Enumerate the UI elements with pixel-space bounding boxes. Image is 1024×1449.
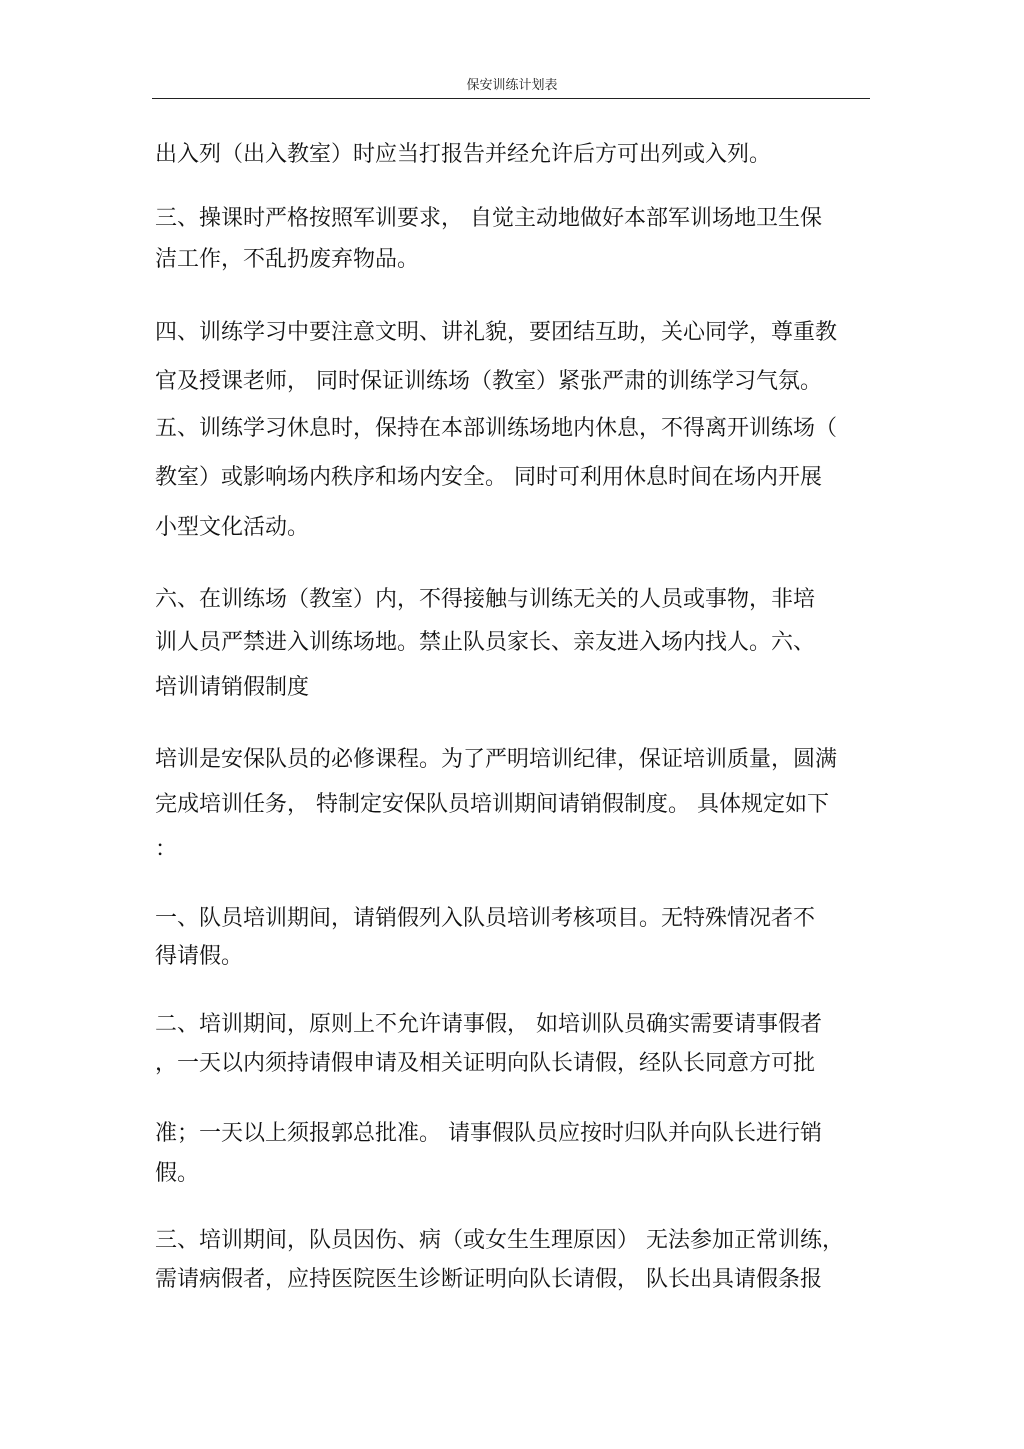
text-line: 教室）或影响场内秩序和场内安全。 同时可利用休息时间在场内开展 [155,465,822,490]
text-line: 完成培训任务， 特制定安保队员培训期间请销假制度。 具体规定如下 [155,792,829,817]
text-line: 洁工作，不乱扔废弃物品。 [155,247,420,272]
text-line: 三、培训期间，队员因伤、病（或女生生理原因） 无法参加正常训练， [155,1228,844,1253]
text-line: ： [155,837,178,862]
text-line: 三、操课时严格按照军训要求， 自觉主动地做好本部军训场地卫生保 [155,206,822,231]
text-line: 五、训练学习休息时，保持在本部训练场地内休息，不得离开训练场（ [155,416,838,441]
text-line: 得请假。 [155,944,244,969]
text-line: 假。 [155,1161,200,1186]
text-line: 四、训练学习中要注意文明、讲礼貌，要团结互助，关心同学，尊重教 [155,320,838,345]
text-line: 二、培训期间，原则上不允许请事假， 如培训队员确实需要请事假者 [155,1012,822,1037]
text-line: 小型文化活动。 [155,515,310,540]
header-rule [152,98,870,99]
text-line: 六、在训练场（教室）内，不得接触与训练无关的人员或事物，非培 [155,587,816,612]
text-line: 官及授课老师， 同时保证训练场（教室）紧张严肃的训练学习气氛。 [155,369,822,394]
text-line: 训人员严禁进入训练场地。禁止队员家长、亲友进入场内找人。六、 [155,630,816,655]
page-header-title: 保安训练计划表 [466,78,558,93]
text-line: ，一天以内须持请假申请及相关证明向队长请假，经队长同意方可批 [155,1051,816,1076]
text-line: 培训是安保队员的必修课程。为了严明培训纪律，保证培训质量，圆满 [155,747,838,772]
text-line: 需请病假者，应持医院医生诊断证明向队长请假， 队长出具请假条报 [155,1267,822,1292]
text-line: 准；一天以上须报郭总批准。 请事假队员应按时归队并向队长进行销 [155,1121,822,1146]
text-line: 出入列（出入教室）时应当打报告并经允许后方可出列或入列。 [155,142,772,167]
text-line: 一、队员培训期间，请销假列入队员培训考核项目。无特殊情况者不 [155,906,816,931]
text-line: 培训请销假制度 [155,675,310,700]
